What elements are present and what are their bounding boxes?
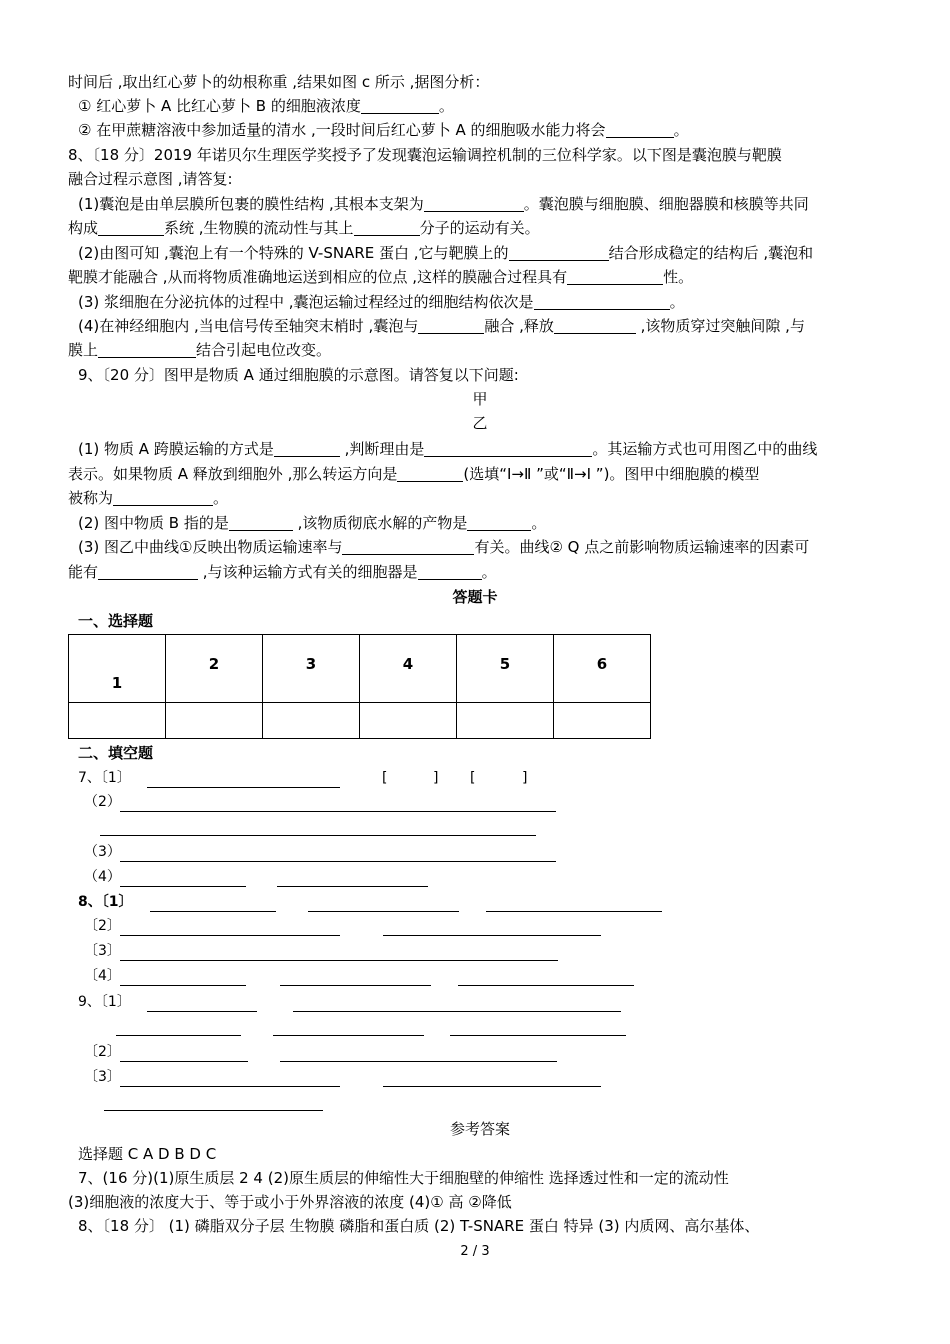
answer-8-line: 8、〔18 分〕 (1) 磷脂双分子层 生物膜 磷脂和蛋白质 (2) T-SNARE 蛋白 特异 (3) 内质网、高尔基体、 bbox=[78, 1217, 760, 1235]
blank-line bbox=[606, 121, 674, 138]
fill-label-9-1: 9、〔1〕 bbox=[78, 994, 131, 1010]
answer-card-title: 答题卡 bbox=[452, 588, 498, 606]
text-line: ② 在甲蔗糖溶液中参加适量的清水 ,一段时间后红心萝卜 A 的细胞吸水能力将会 。 bbox=[78, 121, 689, 139]
blank-line bbox=[418, 317, 484, 334]
blank-line bbox=[534, 293, 670, 310]
answer-7-line: (3)细胞液的浓度大于、等于或小于外界溶液的浓度 (4)① 高 ②降低 bbox=[68, 1193, 512, 1211]
fill-line[interactable] bbox=[383, 934, 601, 936]
blank-line bbox=[554, 317, 636, 334]
fill-line[interactable] bbox=[100, 834, 536, 836]
text-line: 时间后 ,取出红心萝卜的幼根称重 ,结果如图 c 所示 ,据图分析： bbox=[68, 73, 490, 91]
blank-line bbox=[274, 440, 340, 457]
answer-cell[interactable] bbox=[69, 703, 166, 739]
fill-label-9-3: 〔3〕 bbox=[84, 1069, 121, 1085]
text-line: (4)在神经细胞内 ,当电信号传至轴突末梢时 ,囊泡与 融合 ,释放 ,该物质穿过突触间隙 ,与 bbox=[78, 317, 805, 335]
bracket-close: ] bbox=[433, 770, 439, 786]
fill-label-8-4: 〔4〕 bbox=[84, 968, 121, 984]
table-header-cell: 6 bbox=[554, 635, 651, 703]
fill-label-8-3: 〔3〕 bbox=[84, 943, 121, 959]
text-line: (2)由图可知 ,囊泡上有一个特殊的 V-SNARE 蛋白 ,它与靶膜上的 结合形成稳定的结构后 ,囊泡和 bbox=[78, 244, 814, 262]
table-header-cell: 3 bbox=[263, 635, 360, 703]
figure-label-jia: 甲 bbox=[472, 390, 488, 408]
fill-line[interactable] bbox=[104, 1109, 323, 1111]
blank-line bbox=[467, 514, 531, 531]
table-header-cell: 4 bbox=[360, 635, 457, 703]
choice-answer-table bbox=[68, 634, 651, 739]
blank-line bbox=[113, 489, 213, 506]
blank-line bbox=[424, 440, 592, 457]
blank-line bbox=[509, 244, 609, 261]
blank-line bbox=[361, 97, 439, 114]
page-number: 2 / 3 bbox=[460, 1244, 490, 1259]
blank-line bbox=[98, 341, 196, 358]
text-line: 表示。如果物质 A 释放到细胞外 ,那么转运方向是 (选填“Ⅰ→Ⅱ ”或“Ⅱ→Ⅰ ”)。图甲中细胞膜的模型 bbox=[68, 465, 760, 483]
fill-line[interactable] bbox=[293, 1010, 621, 1012]
fill-line[interactable] bbox=[116, 1034, 241, 1036]
fill-line[interactable] bbox=[120, 810, 556, 812]
text-line: ① 红心萝卜 A 比红心萝卜 B 的细胞液浓度 。 bbox=[78, 97, 454, 115]
text-line: (1)囊泡是由单层膜所包裹的膜性结构 ,其根本支架为 。囊泡膜与细胞膜、细胞器膜和核膜等共同 bbox=[78, 195, 809, 213]
text-line: 构成 系统 ,生物膜的流动性与其上 分子的运动有关。 bbox=[68, 219, 540, 237]
fill-line[interactable] bbox=[120, 1085, 340, 1087]
text-line: 膜上 结合引起电位改变。 bbox=[68, 341, 332, 359]
text-line: 融合过程示意图 ,请答复: bbox=[68, 170, 233, 188]
question-8-heading: 8、〔18 分〕2019 年诺贝尔生理医学奖授予了发现囊泡运输调控机制的三位科学家。以下图是囊泡膜与靶膜 bbox=[68, 146, 782, 164]
blank-line bbox=[397, 465, 463, 482]
fill-line[interactable] bbox=[273, 1034, 424, 1036]
bracket-open: [ bbox=[382, 770, 388, 786]
fill-line[interactable] bbox=[120, 984, 246, 986]
text-line: 被称为 。 bbox=[68, 489, 229, 507]
fill-line[interactable] bbox=[308, 910, 459, 912]
text-line: (3) 浆细胞在分泌抗体的过程中 ,囊泡运输过程经过的细胞结构依次是 。 bbox=[78, 293, 685, 311]
fill-line[interactable] bbox=[458, 984, 634, 986]
text-line: 靶膜才能融合 ,从而将物质准确地运送到相应的位点 ,这样的膜融合过程具有 性。 bbox=[68, 268, 694, 286]
table-header-cell: 1 bbox=[69, 635, 166, 703]
text-line: (1) 物质 A 跨膜运输的方式是 ,判断理由是 。其运输方式也可用图乙中的曲线 bbox=[78, 440, 818, 458]
answer-cell[interactable] bbox=[263, 703, 360, 739]
bracket-open: [ bbox=[470, 770, 476, 786]
fill-label-7-1: 7、〔1〕 bbox=[78, 770, 131, 786]
figure-label-yi: 乙 bbox=[472, 414, 488, 432]
fill-line[interactable] bbox=[120, 934, 340, 936]
fill-line[interactable] bbox=[120, 885, 246, 887]
question-9-heading: 9、〔20 分〕图甲是物质 A 通过细胞膜的示意图。请答复以下问题: bbox=[78, 366, 519, 384]
blank-line bbox=[418, 563, 482, 580]
fill-label-7-4: （4） bbox=[84, 869, 121, 885]
table-header-cell: 2 bbox=[166, 635, 263, 703]
blank-line bbox=[354, 219, 420, 236]
fill-line[interactable] bbox=[450, 1034, 626, 1036]
fill-label-8-2: 〔2〕 bbox=[84, 918, 121, 934]
fill-line[interactable] bbox=[277, 885, 428, 887]
fill-line[interactable] bbox=[120, 860, 556, 862]
answer-cell[interactable] bbox=[360, 703, 457, 739]
reference-answer-title: 参考答案 bbox=[449, 1120, 510, 1138]
text-line: (2) 图中物质 B 指的是 ,该物质彻底水解的产物是 。 bbox=[78, 514, 547, 532]
blank-line bbox=[98, 563, 198, 580]
fill-label-7-3: （3） bbox=[84, 844, 121, 860]
blank-line bbox=[229, 514, 293, 531]
blank-line bbox=[424, 195, 524, 212]
answer-cell[interactable] bbox=[457, 703, 554, 739]
blank-line bbox=[567, 268, 663, 285]
fill-line[interactable] bbox=[280, 984, 431, 986]
answer-cell[interactable] bbox=[166, 703, 263, 739]
fill-line[interactable] bbox=[150, 910, 276, 912]
fill-line[interactable] bbox=[147, 1010, 257, 1012]
section-fill-title: 二、填空题 bbox=[78, 744, 154, 762]
blank-line bbox=[98, 219, 164, 236]
fill-line[interactable] bbox=[383, 1085, 601, 1087]
fill-label-8-1: 8、〔1〕 bbox=[78, 894, 133, 910]
section-choice-title: 一、选择题 bbox=[78, 612, 154, 630]
fill-line[interactable] bbox=[486, 910, 662, 912]
fill-line[interactable] bbox=[120, 959, 558, 961]
answer-cell[interactable] bbox=[554, 703, 651, 739]
fill-label-7-2: （2） bbox=[84, 794, 121, 810]
answer-7-line: 7、(16 分)(1)原生质层 2 4 (2)原生质层的伸缩性大于细胞壁的伸缩性 选择透过性和一定的流动性 bbox=[78, 1169, 729, 1187]
fill-line[interactable] bbox=[280, 1060, 557, 1062]
fill-line[interactable] bbox=[120, 1060, 248, 1062]
blank-line bbox=[342, 538, 474, 555]
text-line: (3) 图乙中曲线①反映出物质运输速率与 有关。曲线② Q 点之前影响物质运输速率的因素可 bbox=[78, 538, 810, 556]
text-line: 能有 ,与该种运输方式有关的细胞器是 。 bbox=[68, 563, 497, 581]
table-header-cell: 5 bbox=[457, 635, 554, 703]
fill-label-9-2: 〔2〕 bbox=[84, 1044, 121, 1060]
fill-line[interactable] bbox=[147, 786, 340, 788]
bracket-close: ] bbox=[522, 770, 528, 786]
answer-choice-line: 选择题 C A D B D C bbox=[78, 1145, 217, 1163]
